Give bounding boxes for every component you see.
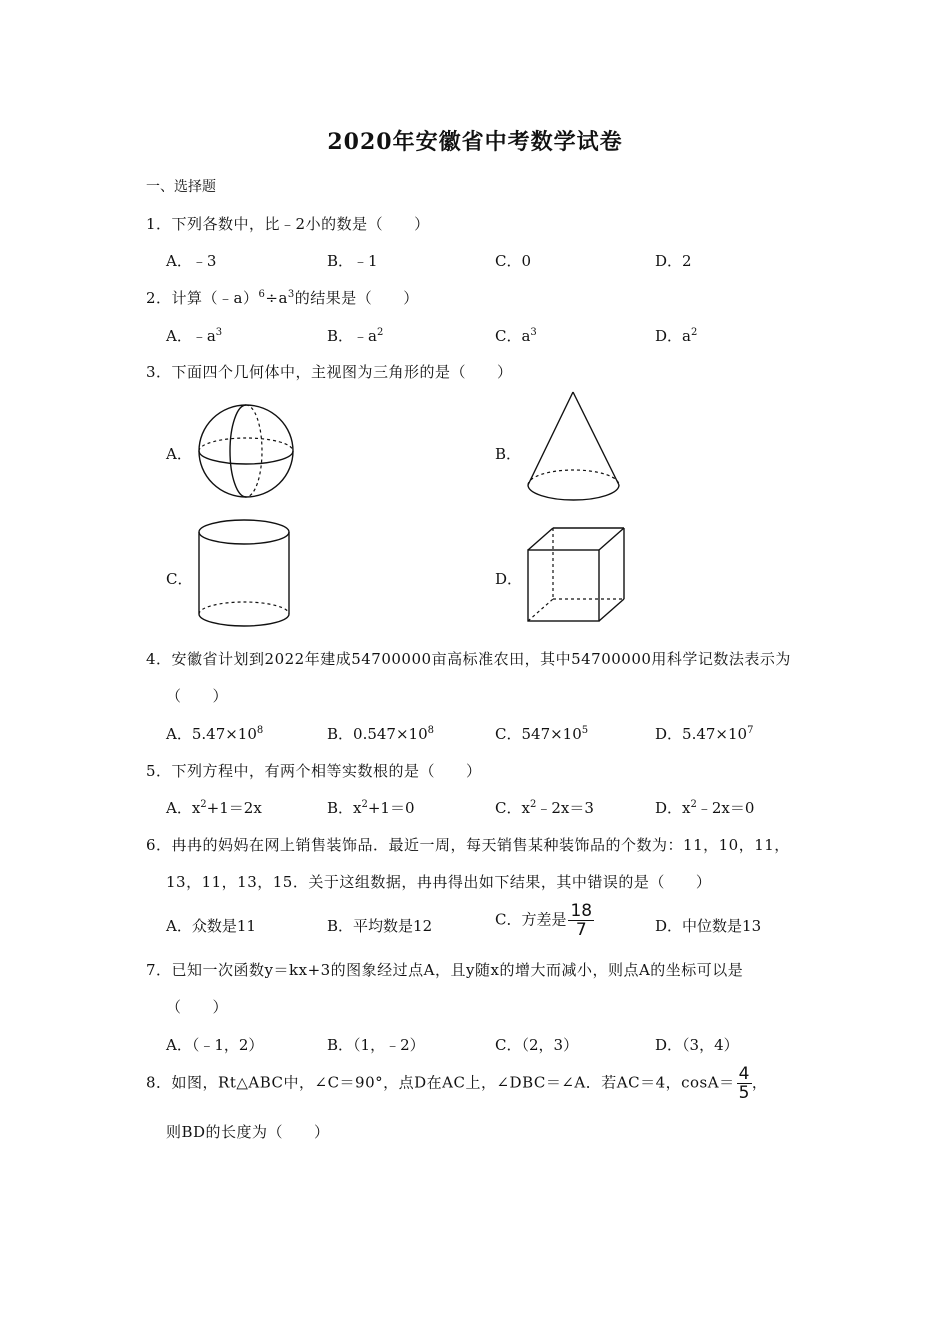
question-4: 4．安徽省计划到2022年建成54700000亩高标准农田，其中54700000用科学记数法表示为 bbox=[146, 650, 791, 668]
q5-option-b-post: +1＝0 bbox=[367, 799, 415, 817]
cube-figure bbox=[525, 525, 630, 625]
q7-option-c: C．（2，3） bbox=[495, 1036, 579, 1054]
question-8 bbox=[146, 1065, 767, 1102]
q5-option-a-pre: A．x bbox=[166, 799, 201, 817]
q5-option-d-exp: 2 bbox=[690, 799, 697, 810]
q6-option-c bbox=[495, 902, 594, 939]
q2-option-a-exp: 3 bbox=[215, 327, 223, 338]
q2-text-mid: ÷a bbox=[265, 289, 288, 307]
q4-option-d bbox=[655, 723, 753, 744]
question-7-cont: （ ） bbox=[166, 998, 229, 1016]
q3-option-c: C． bbox=[166, 570, 193, 588]
q1-option-c: C．0 bbox=[495, 252, 532, 270]
q4-option-b-exp: 8 bbox=[427, 725, 434, 736]
question-1: 1．下列各数中，比﹣2小的数是（ ） bbox=[146, 215, 430, 233]
q2-option-b bbox=[327, 325, 383, 346]
q2-exp-1: 6 bbox=[258, 289, 266, 300]
question-3: 3．下面四个几何体中，主视图为三角形的是（ ） bbox=[146, 363, 513, 381]
q4-option-d-exp: 7 bbox=[747, 725, 754, 736]
q6-option-b: B．平均数是12 bbox=[327, 917, 433, 935]
q5-option-c-pre: C．x bbox=[495, 799, 530, 817]
q6-option-c-text: C．方差是 bbox=[495, 910, 567, 929]
q2-option-d-text: D．a bbox=[655, 327, 691, 345]
q6-fraction-numerator: 18 bbox=[570, 901, 593, 921]
q6-option-d: D．中位数是13 bbox=[655, 917, 762, 935]
question-6: 6．冉冉的妈妈在网上销售装饰品．最近一周，每天销售某种装饰品的个数为：11，10，11， bbox=[146, 836, 790, 854]
q4-option-c-text: C．547×10 bbox=[495, 725, 582, 743]
q8-fraction-numerator: 4 bbox=[738, 1064, 750, 1084]
q5-option-d-pre: D．x bbox=[655, 799, 691, 817]
q4-option-c-exp: 5 bbox=[581, 725, 589, 736]
q5-option-d-post: ﹣2x＝0 bbox=[696, 799, 755, 817]
q4-option-c bbox=[495, 723, 588, 744]
q5-option-c bbox=[495, 797, 594, 818]
q2-option-a bbox=[166, 325, 222, 346]
q6-option-a: A．众数是11 bbox=[166, 917, 256, 935]
q7-option-a: A．（﹣1，2） bbox=[166, 1036, 264, 1054]
q4-option-a-text: A．5.47×10 bbox=[166, 725, 257, 743]
q3-option-d: D． bbox=[495, 570, 523, 588]
q5-option-d bbox=[655, 797, 754, 818]
q8-fraction-denominator: 5 bbox=[738, 1083, 750, 1103]
question-7: 7．已知一次函数y＝kx+3的图象经过点A，且y随x的增大而减小，则点A的坐标可以是 bbox=[146, 961, 744, 979]
q8-comma: ， bbox=[751, 1073, 768, 1092]
q2-option-c-text: C．a bbox=[495, 327, 531, 345]
cone-figure bbox=[525, 390, 625, 510]
q7-option-d: D．（3，4） bbox=[655, 1036, 739, 1054]
q1-option-d: D．2 bbox=[655, 252, 692, 270]
q4-option-a bbox=[166, 723, 263, 744]
q2-text-pre: 2．计算（﹣a） bbox=[146, 289, 259, 307]
q5-option-c-exp: 2 bbox=[529, 799, 537, 810]
q4-option-b bbox=[327, 723, 434, 744]
q2-option-c bbox=[495, 325, 537, 346]
q2-option-d bbox=[655, 325, 697, 346]
cylinder-figure bbox=[195, 518, 295, 633]
q1-option-a: A．﹣3 bbox=[166, 252, 217, 270]
q5-option-b bbox=[327, 797, 415, 818]
q2-text-post: 的结果是（ ） bbox=[294, 289, 419, 307]
question-2 bbox=[146, 287, 419, 308]
q5-option-b-exp: 2 bbox=[361, 799, 368, 810]
q5-option-a-post: +1＝2x bbox=[206, 799, 262, 817]
q2-option-c-exp: 3 bbox=[530, 327, 537, 338]
q2-option-b-exp: 2 bbox=[376, 327, 384, 338]
q5-option-b-pre: B．x bbox=[327, 799, 362, 817]
q2-option-a-text: A．﹣a bbox=[166, 327, 216, 345]
section-heading: 一、选择题 bbox=[146, 179, 216, 195]
q7-option-b: B．（1，﹣2） bbox=[327, 1036, 425, 1054]
q5-option-a bbox=[166, 797, 262, 818]
question-6-cont: 13，11，13，15．关于这组数据，冉冉得出如下结果，其中错误的是（ ） bbox=[166, 873, 712, 891]
question-8-cont: 则BD的长度为（ ） bbox=[166, 1123, 330, 1141]
question-5: 5．下列方程中，有两个相等实数根的是（ ） bbox=[146, 762, 482, 780]
q5-option-c-post: ﹣2x＝3 bbox=[536, 799, 594, 817]
q8-fraction bbox=[737, 1065, 752, 1102]
q2-option-b-text: B．﹣a bbox=[327, 327, 377, 345]
question-4-cont: （ ） bbox=[166, 687, 229, 705]
q6-option-c-fraction bbox=[568, 902, 594, 939]
q2-exp-2: 3 bbox=[287, 289, 295, 300]
q4-option-b-text: B．0.547×10 bbox=[327, 725, 428, 743]
q8-text: 8．如图，Rt△ABC中，∠C＝90°，点D在AC上，∠DBC＝∠A．若AC＝4，cosA＝ bbox=[146, 1073, 735, 1092]
q6-fraction-denominator: 7 bbox=[575, 920, 587, 940]
q3-option-a: A． bbox=[166, 445, 192, 463]
q2-option-d-exp: 2 bbox=[690, 327, 698, 338]
sphere-figure bbox=[195, 402, 297, 500]
q4-option-d-text: D．5.47×10 bbox=[655, 725, 748, 743]
q3-option-b: B． bbox=[495, 445, 522, 463]
q5-option-a-exp: 2 bbox=[200, 799, 207, 810]
q1-option-b: B．﹣1 bbox=[327, 252, 378, 270]
q4-option-a-exp: 8 bbox=[256, 725, 264, 736]
page-title: 2020年安徽省中考数学试卷 bbox=[327, 129, 623, 155]
